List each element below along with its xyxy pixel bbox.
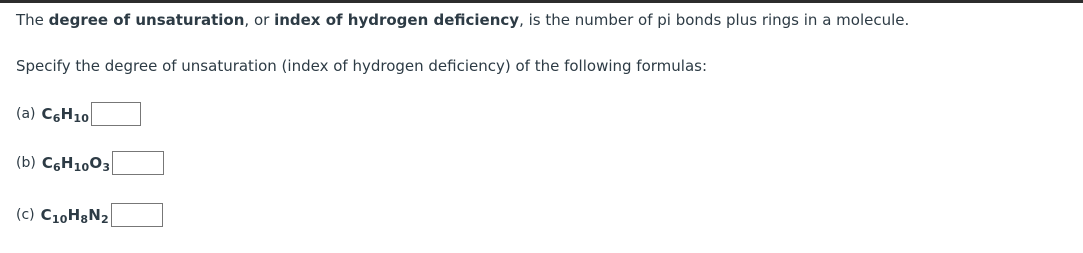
formula-subscript: 6 [53,161,61,174]
formula-element: H [60,105,74,123]
answer-input-a[interactable] [91,102,141,126]
intro-text-1: The [16,11,49,29]
formula-element: H [67,206,81,224]
question-a-formula [42,105,90,123]
instruction-text: Specify the degree of unsaturation (index of hydrogen deficiency) of the following formulas: [16,57,708,75]
top-border [0,0,1083,3]
question-b-formula [42,154,110,172]
term-degree-of-unsaturation: degree of unsaturation [48,11,245,29]
question-a [16,100,141,128]
formula-subscript: 2 [100,213,109,226]
intro-text-2: , or [244,11,275,29]
formula-element: C [41,105,53,123]
question-a-label: (a) [16,106,36,122]
formula-subscript: 10 [51,213,68,226]
question-c-label: (c) [16,207,35,223]
formula-element: C [41,154,54,172]
intro-paragraph [16,9,909,31]
question-b [16,149,164,177]
formula-subscript: 3 [102,161,111,174]
formula-subscript: 10 [73,161,90,174]
question-c-formula [41,206,109,224]
formula-subscript: 8 [80,213,89,226]
answer-input-b[interactable] [112,151,164,175]
intro-text-3: , is the number of pi bonds plus rings in a molecule. [519,11,910,29]
term-index-of-hydrogen-deficiency: index of hydrogen deficiency [274,11,520,29]
formula-subscript: 6 [52,112,61,125]
question-b-label: (b) [16,155,36,171]
formula-element: O [89,154,103,172]
formula-subscript: 10 [73,112,90,125]
answer-input-c[interactable] [111,203,163,227]
formula-element: N [88,206,101,224]
question-c [16,201,163,229]
formula-element: H [60,154,74,172]
formula-element: C [40,206,52,224]
